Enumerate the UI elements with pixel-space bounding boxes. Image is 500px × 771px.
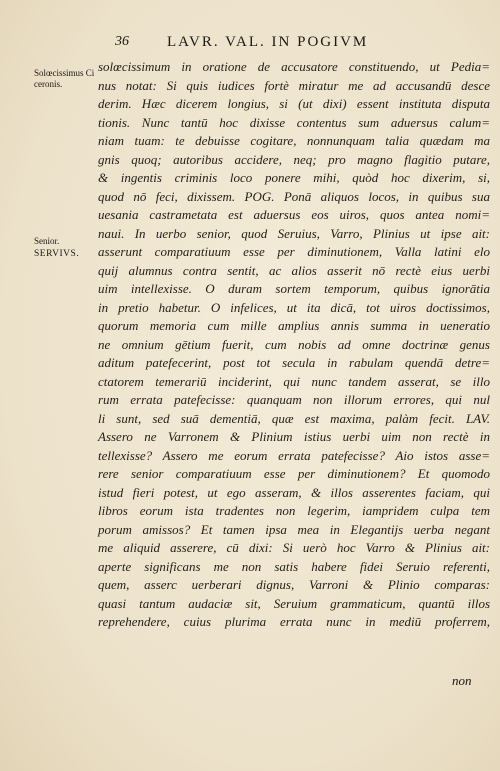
page-number: 36 — [115, 34, 129, 49]
text-line: asserunt comparatiuum esse per diminutionem, Valla latini elo — [98, 244, 490, 259]
running-head: LAVR. VAL. IN POGIVM — [167, 34, 369, 50]
text-line: naui. In uerbo senior, quod Seruius, Varro, Plinius ut ipse ait: — [98, 225, 490, 241]
text-line: derim. Hæc dicerem longius, si (ut dixi) essent instituta disputa — [98, 96, 490, 111]
text-line: solœcissimum in oratione de accusatore constituendo, ut Pedia= — [98, 59, 490, 74]
text-line: rere senior comparatiuum esse per diminutionem? Et quomodo — [98, 466, 490, 481]
text-line: & ingentis criminis loco ponere mihi, quòd hoc dixerim, si, — [98, 170, 490, 185]
catchword: non — [452, 673, 472, 688]
text-line: libros eorum ista tradentes non legerim, iampridem culpa tem — [98, 503, 490, 518]
text-line: quem, asserc uerberari dignus, Varroni & Plinio comparas: — [98, 577, 490, 592]
text-line: Assero ne Varronem & Plinium istius uerbi uim non rectè in — [98, 429, 490, 444]
text-line: uesania castrametata est aduersus eos uiros, quos antea nomi= — [98, 207, 490, 222]
text-line: tionis. Nunc tantū hoc dixisse contentus sum aduersus calum= — [98, 114, 490, 130]
text-line: porum amissos? Et tamen ipsa mea in Elegantijs uerba negant — [98, 521, 490, 537]
text-line: istud fieri potest, ut ego asseram, & illos asserentes faciam, qui — [98, 484, 490, 500]
margin-note-servius: SERVIVS. — [34, 249, 80, 259]
text-line: reprehendere, cuius plurima errata nunc in mediū proferrem, — [98, 614, 490, 629]
text-line: aditum patefecerint, post tot secula in rabulam quendā detre= — [98, 355, 490, 370]
text-line: tellexisse? Assero me eorum errata patefecisse? Aio istos asse= — [98, 447, 490, 463]
text-line: ne omnium gētium fuerit, cum nobis ad omne doctrinæ genus — [98, 336, 490, 352]
text-line: quod nō feci, dixissem. POG. Ponā aliquos locos, in quibus sua — [98, 188, 490, 204]
text-line: uim intellexisse. O duram sortem temporum, quibus ignorātia — [98, 281, 490, 296]
text-line: in pretio habetur. O infelices, ut ita dicā, tot uiros doctissimos, — [98, 299, 490, 315]
text-line: quorum memoria cum mille amplius annis summa in ueneratio — [98, 318, 490, 333]
text-line: quij alumnus contra sentit, ac alios asserit nō rectè eius uerbi — [98, 262, 490, 278]
text-line: me aliquid asserere, cū dixi: Si uerò hoc Varro & Plinius ait: — [98, 540, 490, 555]
text-line: ctatorem temerariū inciderint, qui nunc tandem asserat, se illo — [98, 373, 490, 389]
margin-note-soloecismus: Solœcissimus Ci ceronis. — [34, 68, 95, 89]
text-line: nus notat: Si quis iudices fortè miratur me ad accusandū desce — [98, 77, 490, 93]
text-line: li sunt, sed suā dementiā, quæ est maxima, palàm fecit. LAV. — [98, 410, 490, 426]
text-line: quasi tantum audaciæ sit, Seruium grammaticum, quantū illos — [98, 595, 490, 611]
text-line: aperte significans me non satis habere fidei Seruio referenti, — [98, 558, 490, 574]
margin-note-senior: Senior. — [34, 236, 60, 246]
body-text — [98, 58, 490, 632]
text-line: rum errata patefecisse: quanquam non illorum errores, qui nul — [98, 392, 490, 407]
text-line: niam tuam: te debuisse cogitare, nonnunquam talia quædam ma — [98, 133, 490, 148]
page-header — [115, 34, 495, 54]
text-line: gnis quoq; autoribus accidere, neq; pro magno flagitio putare, — [98, 151, 490, 167]
